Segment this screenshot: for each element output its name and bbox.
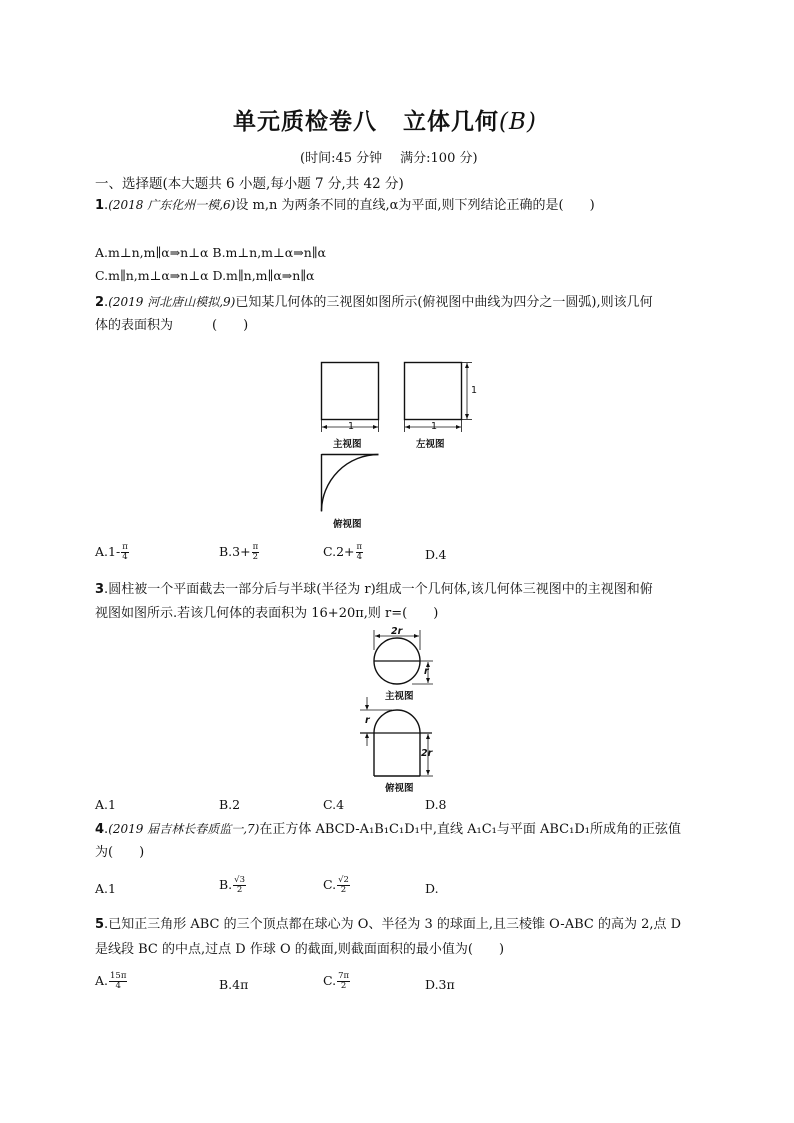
question-4: 4.(2019 届吉林长春质监一,7)在正方体 ABCD-A₁B₁C₁D₁中,直线 A₁C₁与平面 ABC₁D₁所成角的正弦值 [95, 822, 681, 837]
question-2: 2.(2019 河北唐山模拟,9)已知某几何体的三视图如图所示(俯视图中曲线为四分之一圆弧),则该几何 [95, 295, 653, 310]
question-number: 1 [95, 198, 105, 213]
top-arch [374, 710, 420, 733]
question-5: 5.已知正三角形 ABC 的三个顶点都在球心为 O、半径为 3 的球面上,且三棱锥 O-ABC 的高为 2,点 D [95, 917, 682, 932]
title-tag: (B) [499, 109, 537, 135]
q4-option-d: D. [425, 881, 439, 896]
question-source: (2019 届吉林长春质监一,7) [108, 822, 260, 836]
question-2-stem-line-2: 体的表面积为 ( ) [95, 318, 249, 333]
q2-option-d: D.4 [425, 547, 447, 562]
front-dim-label: 1 [348, 421, 355, 432]
side-dim-label-w: 1 [431, 421, 438, 432]
dim-2r-right-label: 2r [421, 748, 433, 759]
question-3-stem-line-2: 视图如图所示.若该几何体的表面积为 16+20π,则 r=( ) [95, 606, 439, 621]
time-limit: (时间:45 分钟 [300, 151, 383, 166]
question-number: 3 [95, 582, 105, 597]
q5-option-c: C. $\frac{7\pi}{2}$ [323, 971, 350, 991]
q2-option-c: C.2+ $\frac{\pi}{4}$ [323, 542, 363, 562]
q2-option-b: B.3+ $\frac{\pi}{2}$ [219, 542, 259, 562]
question-4-stem-line-2: 为( ) [95, 845, 145, 860]
question-stem: 已知正三角形 ABC 的三个顶点都在球心为 O、半径为 3 的球面上,且三棱锥 O-ABC 的高为 2,点 D [108, 917, 682, 932]
q3-option-a: A.1 [95, 797, 116, 812]
q5-option-d: D.3π [425, 977, 455, 992]
q5-option-b: B.4π [219, 977, 249, 992]
q3-option-d: D.8 [425, 797, 447, 812]
question-stem: 圆柱被一个平面截去一部分后与半球(半径为 r)组成一个几何体,该几何体三视图中的主视图和俯 [108, 582, 653, 597]
title-main: 单元质检卷八 [233, 109, 377, 135]
question-number: 2 [95, 295, 105, 310]
question-source: (2018 广东化州一模,6) [108, 198, 236, 212]
question-number: 4 [95, 822, 105, 837]
question-3: 3.圆柱被一个平面截去一部分后与半球(半径为 r)组成一个几何体,该几何体三视图中的主视图和俯 [95, 582, 653, 597]
side-view-label: 左视图 [416, 439, 445, 450]
q2-option-a: A.1- $\frac{\pi}{4}$ [95, 542, 128, 562]
question-5-stem-line-2: 是线段 BC 的中点,过点 D 作球 O 的截面,则截面面积的最小值为( ) [95, 942, 505, 957]
top-view-label: 俯视图 [385, 783, 414, 794]
title-topic: 立体几何 [403, 109, 499, 135]
question-1: 1.(2018 广东化州一模,6)设 m,n 为两条不同的直线,α为平面,则下列结论正确的是( ) [95, 198, 595, 213]
question-stem: 已知某几何体的三视图如图所示(俯视图中曲线为四分之一圆弧),则该几何 [235, 295, 653, 310]
q5-option-a: A. $\frac{15\pi}{4}$ [95, 971, 127, 991]
dim-r-top-label: r [365, 715, 370, 726]
front-view-label: 主视图 [385, 691, 414, 702]
side-dim-label-h: 1 [471, 385, 478, 396]
question-stem: 在正方体 ABCD-A₁B₁C₁D₁中,直线 A₁C₁与平面 ABC₁D₁所成角的正弦值 [259, 822, 681, 837]
q4-option-a: A.1 [95, 881, 116, 896]
q4-option-c: C. $\frac{√2}{2}$ [323, 875, 349, 895]
section-heading: 一、选择题(本大题共 6 小题,每小题 7 分,共 42 分) [95, 176, 404, 192]
question-source: (2019 河北唐山模拟,9) [108, 295, 236, 309]
q1-options-row-2: C.m∥n,m⊥α⇒n⊥α D.m∥n,m∥α⇒n∥α [95, 268, 315, 283]
q1-options-row-1: A.m⊥n,m∥α⇒n⊥α B.m⊥n,m⊥α⇒n∥α [95, 245, 326, 260]
question-number: 5 [95, 917, 105, 932]
dim-r-front-label: r [424, 666, 429, 677]
full-score: 满分:100 分) [400, 151, 478, 166]
top-view-label: 俯视图 [333, 519, 362, 530]
dim-2r-top-label: 2r [391, 626, 403, 637]
q3-option-b: B.2 [219, 797, 241, 812]
q4-option-b: B. $\frac{√3}{2}$ [219, 875, 245, 895]
front-view-label: 主视图 [333, 439, 362, 450]
q3-option-c: C.4 [323, 797, 345, 812]
question-stem: 设 m,n 为两条不同的直线,α为平面,则下列结论正确的是( ) [235, 198, 595, 213]
